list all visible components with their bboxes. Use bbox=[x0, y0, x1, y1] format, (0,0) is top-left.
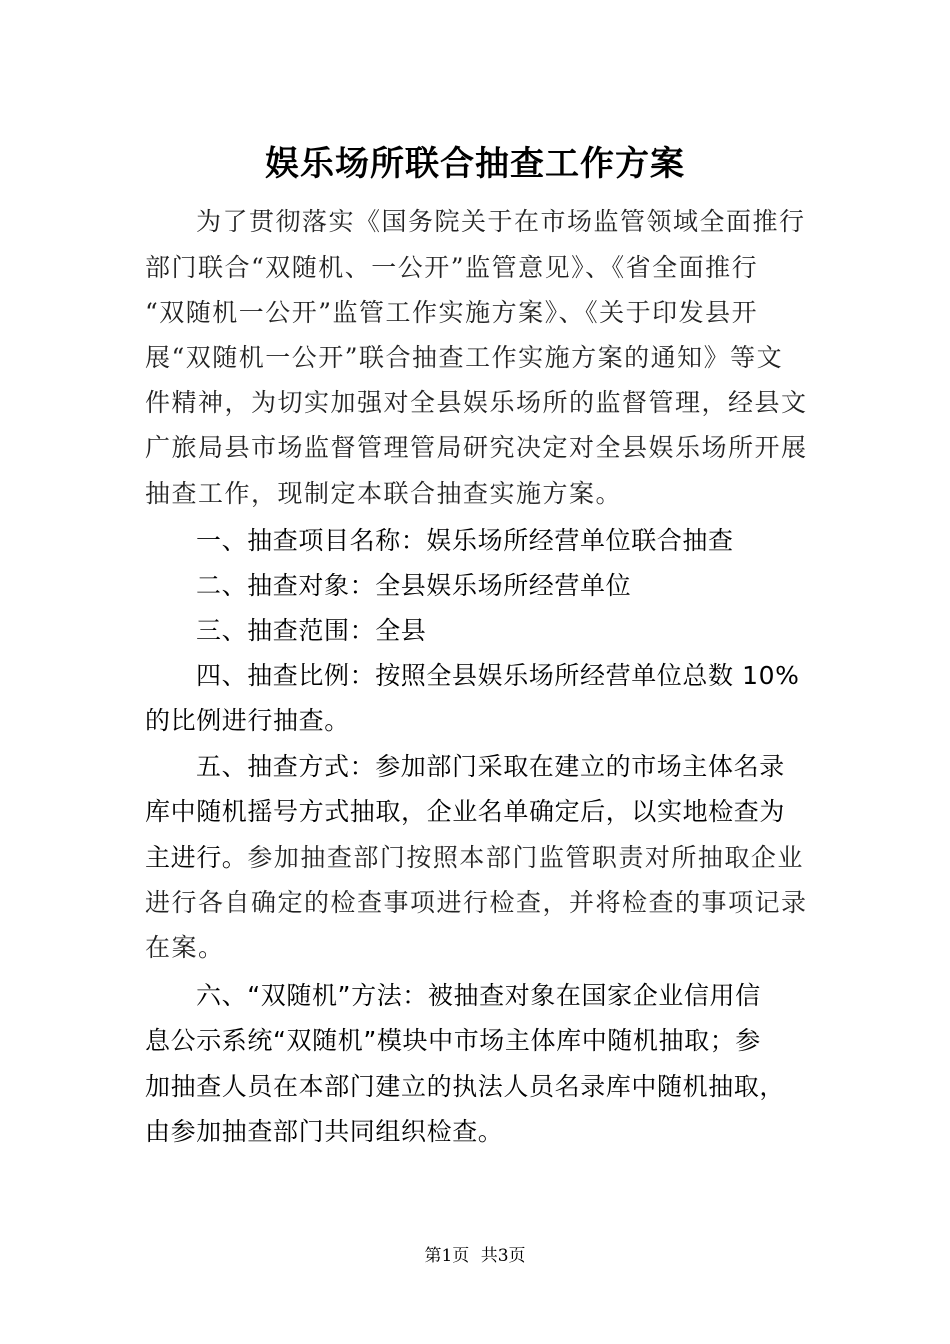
intro-line: 部门联合“双随机、一公开”监管意见》、《省全面推行 bbox=[145, 253, 759, 282]
item-target: 二、抽查对象：全县娱乐场所经营单位 bbox=[196, 571, 632, 600]
intro-line: 为了贯彻落实《国务院关于在市场监管领域全面推行 bbox=[196, 207, 806, 236]
item-method-line: 进行各自确定的检查事项进行检查，并将检查的事项记录 bbox=[145, 888, 808, 917]
item-method-line: 在案。 bbox=[145, 933, 225, 962]
item-random-line: 六、“双随机”方法：被抽查对象在国家企业信用信 bbox=[196, 981, 761, 1010]
page-number: 第1页 bbox=[424, 1246, 470, 1266]
item-random-line: 加抽查人员在本部门建立的执法人员名录库中随机抽取， bbox=[145, 1072, 786, 1101]
item-random-line: 息公示系统“双随机”模块中市场主体库中随机抽取；参 bbox=[145, 1026, 761, 1055]
item-random-line: 由参加抽查部门共同组织检查。 bbox=[145, 1117, 504, 1146]
item-method-segment: 参加抽查部门按照本部门监管职责对所抽取企业 bbox=[247, 843, 804, 872]
item-method-line bbox=[145, 841, 804, 876]
item-method-segment: 主进行。 bbox=[145, 843, 248, 872]
page-footer bbox=[0, 1241, 950, 1266]
intro-line: 抽查工作，现制定本联合抽查实施方案。 bbox=[145, 479, 623, 508]
intro-line: 件精神，为切实加强对全县娱乐场所的监督管理，经县文 bbox=[145, 388, 808, 417]
item-scope: 三、抽查范围：全县 bbox=[196, 616, 427, 645]
page-total: 共3页 bbox=[480, 1246, 526, 1266]
item-ratio-line: 四、抽查比例：按照全县娱乐场所经营单位总数 10% bbox=[196, 661, 800, 690]
intro-line: 广旅局县市场监督管理管局研究决定对全县娱乐场所开展 bbox=[145, 433, 808, 462]
intro-line: 展“双随机一公开”联合抽查工作实施方案的通知》等文 bbox=[145, 343, 784, 372]
item-ratio-line: 的比例进行抽查。 bbox=[145, 706, 350, 735]
document-title: 娱乐场所联合抽查工作方案 bbox=[265, 144, 685, 184]
item-project-name: 一、抽查项目名称：娱乐场所经营单位联合抽查 bbox=[196, 526, 734, 555]
item-method-line: 五、抽查方式：参加部门采取在建立的市场主体名录 bbox=[196, 752, 785, 781]
item-method-line: 库中随机摇号方式抽取，企业名单确定后，以实地检查为 bbox=[145, 797, 786, 826]
intro-line: “双随机一公开”监管工作实施方案》、《关于印发县开 bbox=[145, 298, 759, 327]
